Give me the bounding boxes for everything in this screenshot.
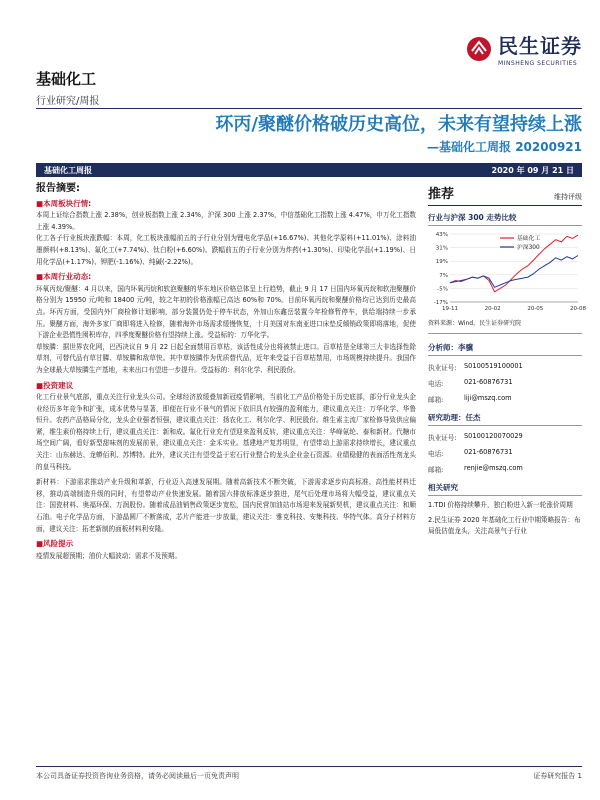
x-tick-label: 19-11 bbox=[442, 306, 458, 312]
paragraph: 环氧丙烷/聚醚：4 月以来，国内环氧丙烷和软泡聚醚的华东地区价格总体呈上行趋势，截止 9 月 17 日国内环氧丙烷和软泡聚醚价格分别为 15950 元/吨和 18400 元/吨，较之年初的价格涨幅已高达 60%和 70%。目前环氧丙烷和聚醚价格均已达到历史最高点。环丙方面，受国内外厂商检修计划影响，部分装置仍处于停车状态，外加山东鑫岳装置今年检修暂停车，供给端持续一步承压。聚醚方面，海外多家厂商即将进入检修，随着海外市场需求缓慢恢复，十月美国对东南亚进口床垫反倾销政策即将落地，促使下游企业恐慌性囤积库存，四季度聚醚价格有望持续上涨。受益标的：万华化学。 bbox=[36, 284, 416, 340]
x-tick-label: 20-05 bbox=[527, 306, 544, 312]
analyst-row bbox=[428, 362, 582, 372]
label: 邮箱: bbox=[428, 396, 444, 404]
chart-source: 资料来源：Wind，民生证券研究院 bbox=[428, 318, 582, 334]
assistant-row bbox=[428, 448, 582, 458]
paragraph: 化工行业景气底部，重点关注行业龙头公司。全球经济放缓叠加新冠疫情影响，当前化工产品价格处于历史底部，部分行业龙头企业经历多年竞争和扩张，成本优势与显著，即便在行业不景气的情况下依旧具有较强的盈利能力，建议重点关注：万华化学、华鲁恒升。农药产品格局分化，龙头企业强者恒强，建议重点关注：扬农化工、利尔化学、利民股份。维生素主流厂家检修导致供应偏紧，维生素价格持续上行，建议重点关注：新和成。氟化行业充有望迎来盈利反转，建议重点关注：华峰氨纶、泰和新材。代糖市场空间广阔，看好新型甜味剂的发展前景，建议重点关注：金禾实业。基建地产复苏明显，有望带动上游需求持续增长，建议重点关注：山东赫达、龙蟒佰利、苏博特。此外，建议关注有望受益于宏石行业整合的龙头企业金石资源。业绩稳健的表面活性剂龙头的皇马科技。 bbox=[36, 393, 416, 471]
paragraph: 草铵膦：据世界农化网，巴西决议自 9 月 22 日起全面禁用百草枯，该活性成分也将被禁止进口。百草枯是全球第三大非选择性除草剂，可替代品有草甘膦、草铵膦和敌草快。其中草铵膦作为优质替代品，近年来受益于百草枯禁用，市场规模持续提升。我国作为全球最大草铵膦生产基地，未来出口有望进一步提升。受益标的：利尔化学、利民股份。 bbox=[36, 342, 416, 374]
footer bbox=[36, 766, 582, 781]
related-item[interactable]: 1.TDI 价格持续攀升，独白粉进入新一轮涨价周期 bbox=[428, 501, 573, 509]
value[interactable]: renjie@mszq.com bbox=[464, 464, 523, 472]
x-tick-label: 20-02 bbox=[484, 306, 501, 312]
y-tick-label: 43% bbox=[435, 232, 448, 238]
y-tick-label: 31% bbox=[435, 245, 448, 252]
paragraph: 新材料：下游需求推动产业升级和革新，行业迈入高速发展期。随着高新技术不断突破，下游需求逐步向高标准、高性能材料迁移，推动高端制造升级的同时，有望带动产业快速发展。随着国六排放标准逐步推进，尾气后处理市场将大幅受益，建议重点关注：国瓷材料、奥福环保、万润股份。随着成品油销售政策逐步宽松，国内民营加油站市场迎来发展新契机，建议重点关注：和顺石油。电子化学品方面，下游晶圆厂不断落成，芯片产能进一步放量，建议关注：雅克科技、安集科技、华特气体。高分子材料方面，建议关注：拓老新制的面板材料利安隆。 bbox=[36, 478, 416, 533]
header-bar bbox=[36, 163, 582, 177]
page-number: 证券研究报告 1 bbox=[533, 772, 582, 780]
label: 邮箱: bbox=[428, 466, 444, 474]
logo-en: MINSHENG SECURITIES bbox=[498, 60, 578, 67]
value: 021-60876731 bbox=[464, 448, 513, 456]
section-title: ■ 投资建议 bbox=[36, 380, 416, 392]
section-title: ■ 本周行业动态: bbox=[36, 271, 416, 283]
y-tick-label: -17% bbox=[433, 300, 448, 306]
y-tick-label: 7% bbox=[439, 272, 448, 279]
assistant-title: 研究助理：任杰 bbox=[428, 412, 582, 426]
assistant-row bbox=[428, 432, 582, 442]
y-tick-label: -5% bbox=[437, 286, 448, 293]
report-type: 行业研究/周报 bbox=[36, 96, 100, 107]
analyst-row bbox=[428, 378, 582, 388]
paragraph: 化工各子行业板块涨跌幅：本周，化工板块涨幅前五的子行业分别为锂电化学品(+16.67%)、其他化学原料(+11.01%)、涂料油墨颜料(+8.13%)、氟化工(+7.74%)、钛白粉(+6.60%)。跌幅前五的子行业分别为炸药(+1.30%)、印染化学品(+1.19%)、日用化学品(+1.17%)、钾肥(-1.16%)、纯碱(-2.22%)。 bbox=[36, 234, 416, 266]
paragraph: 疫情发展超预期；油价大幅波动；需求不及预期。 bbox=[36, 551, 182, 560]
section-title: ■ 本周板块行情: bbox=[36, 198, 416, 210]
label: 电话: bbox=[428, 450, 444, 458]
sidebar bbox=[428, 183, 586, 537]
label: 电话: bbox=[428, 380, 444, 388]
logo-mark-icon bbox=[466, 36, 492, 62]
value: S0100120070029 bbox=[464, 432, 523, 440]
chart-svg bbox=[428, 228, 586, 316]
report-date: 2020 年 09 月 21 日 bbox=[491, 165, 574, 175]
bar-left: 基础化工周报 bbox=[44, 165, 92, 175]
legend-label: 沪深300 bbox=[517, 245, 540, 251]
category: 基础化工 bbox=[36, 70, 97, 88]
assistant-row bbox=[428, 464, 582, 474]
report-title: 环丙/聚醚价格破历史高位，未来有望持续上涨 bbox=[215, 114, 582, 135]
related-item[interactable]: 2.民生证券 2020 年基础化工行业中期策略报告：布局低估值龙头，关注高景气子行业 bbox=[428, 516, 581, 535]
divider bbox=[36, 108, 582, 109]
chart-title: 行业与沪深 300 走势比较 bbox=[428, 212, 582, 226]
report-subtitle: —基础化工周报 20200921 bbox=[427, 140, 582, 154]
logo-cn: 民生证券 bbox=[498, 34, 582, 58]
y-tick-label: 19% bbox=[435, 259, 448, 266]
paragraph: 本周上证综合指数上涨 2.38%，创业板指数上涨 2.34%，沪深 300 上涨 2.37%，中信基础化工指数上涨 4.47%，申万化工指数上涨 4.39%。 bbox=[36, 211, 416, 231]
value: 021-60876731 bbox=[464, 378, 513, 386]
summary-heading: 报告摘要: bbox=[36, 183, 80, 194]
x-tick-label: 20-08 bbox=[570, 306, 586, 312]
recommend: 推荐 bbox=[428, 187, 455, 202]
disclaimer: 本公司具备证券投资咨询业务资格，请务必阅读最后一页免责声明 bbox=[36, 772, 239, 780]
legend-label: 基础化工 bbox=[517, 236, 541, 242]
analyst-title: 分析师：李骥 bbox=[428, 342, 582, 356]
series-line bbox=[450, 256, 578, 288]
logo bbox=[466, 30, 582, 67]
label: 执业证号: bbox=[428, 364, 457, 372]
related-title: 相关研究 bbox=[428, 482, 582, 496]
series-line bbox=[450, 235, 578, 292]
chart bbox=[428, 228, 586, 316]
analyst-row bbox=[428, 394, 582, 404]
rating-box bbox=[428, 183, 582, 206]
value: S0100519100001 bbox=[464, 362, 523, 370]
value[interactable]: liji@mszq.com bbox=[464, 394, 512, 402]
summary-column bbox=[36, 183, 416, 562]
rating: 维持评级 bbox=[554, 193, 582, 201]
label: 执业证号: bbox=[428, 434, 457, 442]
section-title: ■ 风险提示 bbox=[36, 538, 416, 550]
